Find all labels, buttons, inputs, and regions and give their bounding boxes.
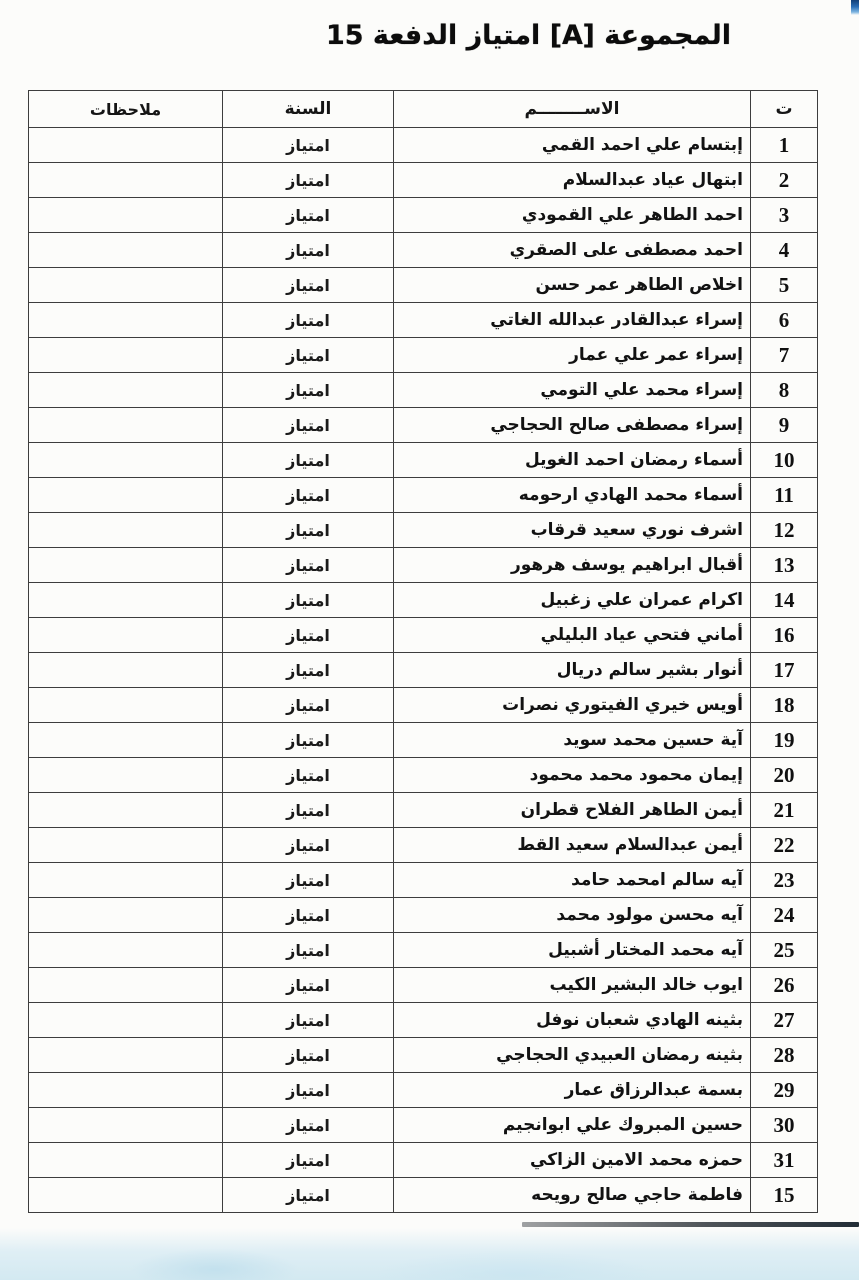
name-cell: حمزه محمد الامين الزاكي (394, 1143, 751, 1178)
name-cell: أيمن الطاهر الفلاح قطران (394, 793, 751, 828)
year-cell: امتياز (223, 1108, 394, 1143)
table-row (29, 688, 818, 723)
year-cell: امتياز (223, 863, 394, 898)
table-row (29, 933, 818, 968)
table-row (29, 758, 818, 793)
notes-cell (29, 1108, 223, 1143)
name-cell: إسراء عبدالقادر عبدالله الغاتي (394, 303, 751, 338)
scan-edge-shadow (522, 1222, 859, 1227)
notes-cell (29, 653, 223, 688)
serial-cell: 18 (751, 688, 818, 723)
year-cell: امتياز (223, 583, 394, 618)
name-cell: آيه محسن مولود محمد (394, 898, 751, 933)
name-cell: إسراء مصطفى صالح الحجاجي (394, 408, 751, 443)
year-cell: امتياز (223, 233, 394, 268)
serial-cell: 24 (751, 898, 818, 933)
header-row (29, 91, 818, 128)
year-cell: امتياز (223, 1178, 394, 1213)
table-row (29, 443, 818, 478)
name-cell: إسراء محمد علي التومي (394, 373, 751, 408)
serial-cell: 7 (751, 338, 818, 373)
notes-cell (29, 1143, 223, 1178)
year-cell: امتياز (223, 968, 394, 1003)
name-cell: بثينه رمضان العبيدي الحجاجي (394, 1038, 751, 1073)
year-cell: امتياز (223, 1003, 394, 1038)
name-cell: احمد مصطفى على الصقري (394, 233, 751, 268)
year-cell: امتياز (223, 1073, 394, 1108)
page-title: المجموعة [A] امتياز الدفعة 15 (325, 20, 731, 51)
name-cell: أقبال ابراهيم يوسف هرهور (394, 548, 751, 583)
notes-cell (29, 338, 223, 373)
notes-cell (29, 513, 223, 548)
year-cell: امتياز (223, 268, 394, 303)
table-row (29, 548, 818, 583)
name-cell: آية حسين محمد سويد (394, 723, 751, 758)
serial-cell: 5 (751, 268, 818, 303)
notes-cell (29, 443, 223, 478)
year-cell: امتياز (223, 723, 394, 758)
serial-cell: 26 (751, 968, 818, 1003)
serial-cell: 30 (751, 1108, 818, 1143)
table-row (29, 303, 818, 338)
name-cell: ابتهال عياد عبدالسلام (394, 163, 751, 198)
header-year: السنة (223, 91, 394, 128)
notes-cell (29, 618, 223, 653)
name-cell: أسماء محمد الهادي ارحومه (394, 478, 751, 513)
year-cell: امتياز (223, 933, 394, 968)
name-cell: آيه سالم امحمد حامد (394, 863, 751, 898)
table-row (29, 513, 818, 548)
year-cell: امتياز (223, 513, 394, 548)
notes-cell (29, 1003, 223, 1038)
name-cell: إسراء عمر علي عمار (394, 338, 751, 373)
table-row (29, 793, 818, 828)
year-cell: امتياز (223, 443, 394, 478)
serial-cell: 6 (751, 303, 818, 338)
scan-corner-artifact (851, 0, 859, 15)
notes-cell (29, 793, 223, 828)
serial-cell: 14 (751, 583, 818, 618)
name-cell: آيه محمد المختار أشبيل (394, 933, 751, 968)
students-table (28, 90, 818, 1213)
table-row (29, 478, 818, 513)
table-row (29, 898, 818, 933)
serial-cell: 25 (751, 933, 818, 968)
notes-cell (29, 723, 223, 758)
year-cell: امتياز (223, 898, 394, 933)
serial-cell: 4 (751, 233, 818, 268)
name-cell: أويس خيري الفيتوري نصرات (394, 688, 751, 723)
serial-cell: 11 (751, 478, 818, 513)
year-cell: امتياز (223, 408, 394, 443)
year-cell: امتياز (223, 618, 394, 653)
table-row (29, 863, 818, 898)
notes-cell (29, 828, 223, 863)
notes-cell (29, 758, 223, 793)
serial-cell: 27 (751, 1003, 818, 1038)
serial-cell: 19 (751, 723, 818, 758)
table-row (29, 1073, 818, 1108)
notes-cell (29, 1178, 223, 1213)
year-cell: امتياز (223, 338, 394, 373)
table-row (29, 653, 818, 688)
notes-cell (29, 1038, 223, 1073)
notes-cell (29, 548, 223, 583)
name-cell: احمد الطاهر علي القمودي (394, 198, 751, 233)
serial-cell: 29 (751, 1073, 818, 1108)
notes-cell (29, 688, 223, 723)
name-cell: أسماء رمضان احمد الغويل (394, 443, 751, 478)
table-row (29, 128, 818, 163)
name-cell: حسين المبروك علي ابوانجيم (394, 1108, 751, 1143)
year-cell: امتياز (223, 1038, 394, 1073)
serial-cell: 28 (751, 1038, 818, 1073)
table-row (29, 723, 818, 758)
notes-cell (29, 863, 223, 898)
year-cell: امتياز (223, 373, 394, 408)
notes-cell (29, 478, 223, 513)
notes-cell (29, 408, 223, 443)
table-row (29, 1143, 818, 1178)
notes-cell (29, 898, 223, 933)
year-cell: امتياز (223, 198, 394, 233)
notes-cell (29, 933, 223, 968)
serial-cell: 1 (751, 128, 818, 163)
name-cell: أيمن عبدالسلام سعيد القط (394, 828, 751, 863)
name-cell: اخلاص الطاهر عمر حسن (394, 268, 751, 303)
table-header (29, 91, 818, 128)
table-body (29, 128, 818, 1213)
table-row (29, 373, 818, 408)
serial-cell: 22 (751, 828, 818, 863)
table-row (29, 233, 818, 268)
year-cell: امتياز (223, 1143, 394, 1178)
header-notes: ملاحظات (29, 91, 223, 128)
year-cell: امتياز (223, 128, 394, 163)
name-cell: فاطمة حاجي صالح رويحه (394, 1178, 751, 1213)
name-cell: أنوار بشير سالم دريال (394, 653, 751, 688)
serial-cell: 12 (751, 513, 818, 548)
name-cell: بسمة عبدالرزاق عمار (394, 1073, 751, 1108)
table-row (29, 583, 818, 618)
notes-cell (29, 163, 223, 198)
table-row (29, 408, 818, 443)
serial-cell: 17 (751, 653, 818, 688)
table-row (29, 618, 818, 653)
name-cell: اكرام عمران علي زغبيل (394, 583, 751, 618)
serial-cell: 13 (751, 548, 818, 583)
serial-cell: 9 (751, 408, 818, 443)
serial-cell: 20 (751, 758, 818, 793)
table-row (29, 198, 818, 233)
table-row (29, 828, 818, 863)
table-row (29, 1038, 818, 1073)
serial-cell: 16 (751, 618, 818, 653)
table-row (29, 968, 818, 1003)
year-cell: امتياز (223, 303, 394, 338)
name-cell: اشرف نوري سعيد قرقاب (394, 513, 751, 548)
serial-cell: 15 (751, 1178, 818, 1213)
table-row (29, 1003, 818, 1038)
name-cell: بثينه الهادي شعبان نوفل (394, 1003, 751, 1038)
table-row (29, 338, 818, 373)
serial-cell: 8 (751, 373, 818, 408)
notes-cell (29, 583, 223, 618)
serial-cell: 2 (751, 163, 818, 198)
serial-cell: 10 (751, 443, 818, 478)
year-cell: امتياز (223, 478, 394, 513)
year-cell: امتياز (223, 548, 394, 583)
year-cell: امتياز (223, 688, 394, 723)
table-row (29, 268, 818, 303)
name-cell: إيمان محمود محمد محمود (394, 758, 751, 793)
year-cell: امتياز (223, 793, 394, 828)
name-cell: أماني فتحي عياد البليلي (394, 618, 751, 653)
year-cell: امتياز (223, 653, 394, 688)
table-row (29, 163, 818, 198)
table-row (29, 1108, 818, 1143)
year-cell: امتياز (223, 758, 394, 793)
notes-cell (29, 968, 223, 1003)
year-cell: امتياز (223, 828, 394, 863)
serial-cell: 23 (751, 863, 818, 898)
serial-cell: 31 (751, 1143, 818, 1178)
notes-cell (29, 1073, 223, 1108)
header-name: الاســــــــم (394, 91, 751, 128)
header-serial: ت (751, 91, 818, 128)
table-row (29, 1178, 818, 1213)
serial-cell: 21 (751, 793, 818, 828)
name-cell: إبتسام علي احمد القمي (394, 128, 751, 163)
year-cell: امتياز (223, 163, 394, 198)
notes-cell (29, 303, 223, 338)
notes-cell (29, 233, 223, 268)
serial-cell: 3 (751, 198, 818, 233)
notes-cell (29, 198, 223, 233)
scan-bottom-tint (0, 1228, 859, 1280)
name-cell: ايوب خالد البشير الكيب (394, 968, 751, 1003)
notes-cell (29, 128, 223, 163)
notes-cell (29, 373, 223, 408)
notes-cell (29, 268, 223, 303)
